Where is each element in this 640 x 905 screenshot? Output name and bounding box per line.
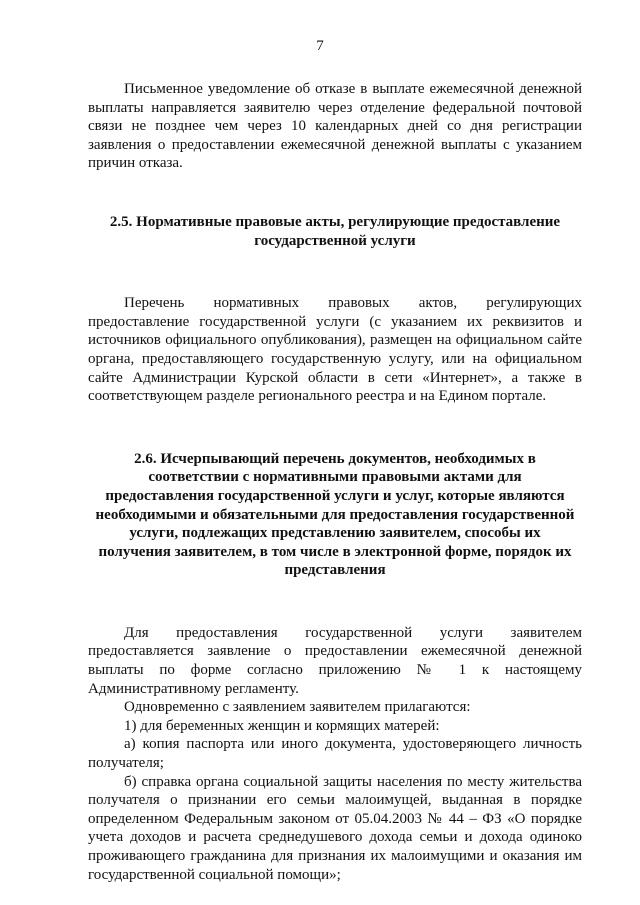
page-number: 7 (316, 38, 324, 54)
list-item-1: 1) для беременных женщин и кормящих матерей: (124, 717, 440, 734)
list-item-b: б) справка органа социальной защиты населения по месту жительства получателя о признании его семьи малоимущей, выданная в порядке определенном Федеральным законом от 05.04.2003 № 44 – ФЗ «О порядке учета доходов и расчета среднедушевого дохода семьи и дохода одиноко проживающего гражданина для признания их малоимущими и оказания им государственной социальной помощи»; (88, 773, 582, 883)
section-2-5-body: Перечень нормативных правовых актов, регулирующих предоставление государственной услуги (с указанием их реквизитов и источников официального опубликования), размещен на официальном сайте органа, предоставляющего государственную услугу, или на официальном сайте Администрации Курской области в сети «Интернет», а также в соответствующем разделе регионального реестра и на Едином портале. (88, 295, 582, 405)
attachments-intro-paragraph: Одновременно с заявлением заявителем прилагаются: (124, 699, 471, 716)
application-form-paragraph: Для предоставления государственной услуги заявителем предоставляется заявление о предоставлении ежемесячной денежной выплаты по форме согласно приложению № 1 к настоящему Административному регламенту. (88, 624, 582, 697)
section-2-6-heading: 2.6. Исчерпывающий перечень документов, необходимых в соответствии с нормативными правовыми актами для предоставления государственной услуги и услуг, которые являются необходимыми и обязательными для предоставления государственной услуги, подлежащих представлению заявителем, способы их получения заявителем, в том числе в электронной форме, порядок их представления (95, 450, 575, 579)
document-body (88, 80, 582, 884)
section-2-5-heading: 2.5. Нормативные правовые акты, регулирующие предоставление государственной услуги (109, 213, 561, 249)
list-item-a: а) копия паспорта или иного документа, удостоверяющего личность получателя; (88, 736, 582, 772)
refusal-notice-paragraph: Письменное уведомление об отказе в выплате ежемесячной денежной выплаты направляется заявителю через отделение федеральной почтовой связи не позднее чем через 10 календарных дней со дня регистрации заявления о предоставлении ежемесячной денежной выплаты с указанием причин отказа. (88, 81, 582, 172)
